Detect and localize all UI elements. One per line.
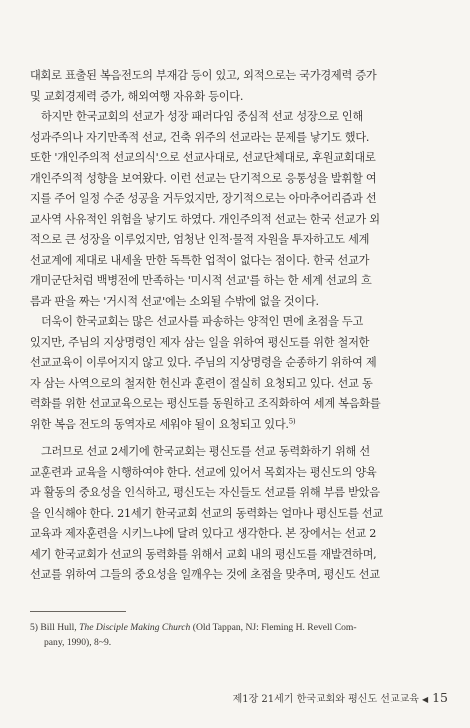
triangle-marker-icon: ◀ bbox=[421, 695, 429, 704]
text-line: 교훈련과 교육을 시행하여야 한다. 선교에 있어서 목회자는 평신도의 양육 bbox=[30, 465, 377, 479]
footnote bbox=[30, 620, 448, 650]
text-line: 적으로 큰 성장을 이루었지만, 엄청난 인적·물적 자원을 투자하고도 세계 bbox=[30, 233, 370, 246]
page-number: 15 bbox=[432, 690, 448, 705]
text-line: 선교계에 제대로 내세울 만한 독특한 업적이 없다는 점이다. 한국 선교가 bbox=[30, 253, 370, 267]
paragraph-gap bbox=[30, 435, 448, 442]
footnote-reference: 5) bbox=[288, 416, 296, 425]
text-line: 있지만, 주님의 지상명령인 제자 삼는 일을 위하여 평신도를 위한 철저한 bbox=[30, 335, 370, 349]
body-text bbox=[30, 66, 448, 586]
paragraph bbox=[30, 107, 448, 312]
footnote-divider bbox=[30, 611, 126, 612]
footnote-number: 5) bbox=[30, 622, 38, 633]
paragraph bbox=[30, 312, 448, 435]
text-line: 을 인식해야 한다. 21세기 한국교회 선교의 동력화는 얼마나 평신도를 선교 bbox=[30, 506, 383, 520]
text-line: 성과주의나 자기만족적 선교, 건축 위주의 선교라는 문제를 낳기도 했다. bbox=[30, 130, 370, 144]
text-line: 자 삼는 사역으로의 철저한 헌신과 훈련이 절실히 요청되고 있다. 선교 동 bbox=[30, 376, 373, 390]
text-line: 력화를 위한 선교교육으로는 평신도를 동원하고 조직화하여 세계 복음화를 bbox=[30, 397, 381, 410]
text-line: 및 교회경제력 증가, 해외여행 자유화 등이다. bbox=[30, 89, 244, 103]
paragraph bbox=[30, 442, 448, 586]
text-line: 그러므로 선교 2세기에 한국교회는 평신도를 선교 동력화하기 위해 선 bbox=[41, 445, 370, 458]
text-line: 대회로 표출된 복음전도의 부재감 등이 있고, 외적으로는 국가경제력 증가 bbox=[30, 69, 377, 82]
text-line: 선교를 위하여 그들의 중요성을 일깨우는 것에 초점을 맞추며, 평신도 선교 bbox=[30, 568, 380, 581]
text-line: 교사역 사유적인 위험을 낳기도 하였다. 개인주의적 선교는 한국 선교가 외 bbox=[30, 212, 380, 226]
text-line: 개미군단처럼 백병전에 만족하는 '미시적 선교'를 하는 한 세계 선교의 흐 bbox=[30, 274, 372, 287]
text-line: 또한 '개인주의적 선교의식'으로 선교사대로, 선교단체대로, 후원교회대로 bbox=[30, 151, 376, 164]
paragraph bbox=[30, 66, 448, 107]
running-footer bbox=[233, 690, 448, 705]
text-line: 세기 한국교회가 선교의 동력화를 위해서 교회 내의 평신도를 재발견하며, bbox=[30, 547, 377, 561]
chapter-title: 제1장 21세기 한국교회와 평신도 선교교육 bbox=[232, 694, 419, 705]
text-line: 지를 주어 일정 수준 성공을 거두었지만, 장기적으로는 아마추어리즘과 선 bbox=[30, 192, 377, 205]
text-line: 교육과 제자훈련을 시키느냐에 달려 있다고 생각한다. 본 장에서는 선교 2 bbox=[30, 527, 377, 540]
footnote-line-1 bbox=[30, 620, 448, 635]
book-title: The Disciple Making Church bbox=[79, 622, 191, 633]
text-line: 하지만 한국교회의 선교가 성장 패러다임 중심적 선교 성장으로 인해 bbox=[41, 110, 364, 123]
text-line: 위한 복음 전도의 동역자로 세워야 될이 요청되고 있다.$^{5)}$ bbox=[30, 416, 296, 431]
footnote-line-2: pany, 1990), 8~9. bbox=[44, 637, 112, 648]
text-line: 선교교육이 이루어지지 않고 있다. 주님의 지상명령을 순종하기 위하여 제 bbox=[30, 356, 377, 369]
footnote-text: Bill Hull, The Disciple Making Church (Old Tappan, NJ: Fleming H. Revell Com- bbox=[40, 622, 357, 633]
text-line: 개인주의적 성향을 보여왔다. 이런 선교는 단기적으로 응통성을 발휘할 여 bbox=[30, 171, 377, 185]
text-line: 름과 판을 짜는 '거시적 선교'에는 소외될 수밖에 없을 것이다. bbox=[30, 294, 319, 308]
text-line: 더욱이 한국교회는 많은 선교사를 파송하는 양적인 면에 초점을 두고 bbox=[41, 315, 364, 328]
text-line: 과 활동의 중요성을 인식하고, 평신도는 자신들도 선교를 위해 부름 받았음 bbox=[30, 486, 380, 499]
